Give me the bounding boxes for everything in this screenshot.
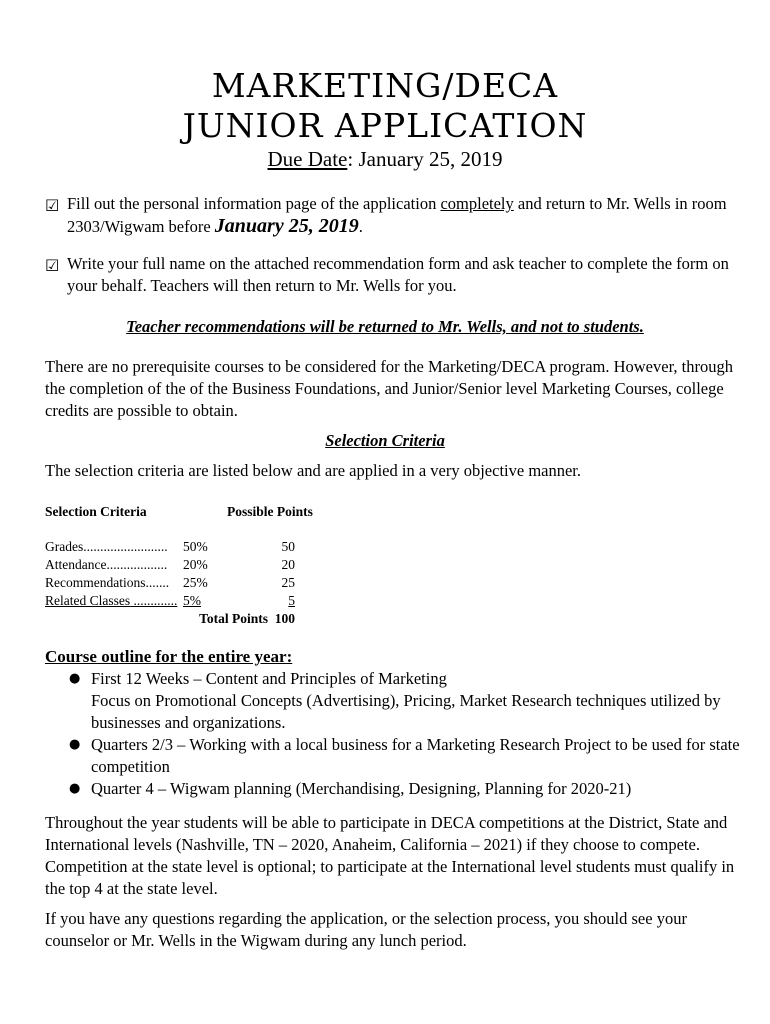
selection-criteria-heading: Selection Criteria [325, 431, 445, 450]
total-points-label: Total Points [199, 611, 268, 626]
list-item-text: Quarter 4 – Wigwam planning (Merchandising, Designing, Planning for 2020-21) [91, 779, 632, 798]
selection-intro: The selection criteria are listed below and are applied in a very objective manner. [45, 461, 582, 480]
due-date-value: January 25, 2019 [358, 147, 503, 171]
criteria-points: 5 [288, 593, 295, 608]
checklist-text: and return to Mr. Wells in room 2303/Wigwam before [67, 194, 727, 236]
list-item-detail: Focus on Promotional Concepts (Advertising), Pricing, Market Research techniques utilized by businesses and organizations. [91, 691, 721, 732]
document-title: MARKETING/DECA [211, 66, 559, 105]
criteria-points: 20 [281, 557, 295, 572]
list-item-text: First 12 Weeks – Content and Principles of Marketing [91, 669, 447, 688]
criteria-percent: 25% [183, 575, 208, 590]
criteria-points: 25 [281, 575, 295, 590]
teacher-note: Teacher recommendations will be returned to Mr. Wells, and not to students. [126, 317, 644, 336]
criteria-percent: 5% [183, 593, 201, 608]
criteria-row [45, 574, 305, 592]
bullet-icon: ● [69, 671, 81, 686]
list-item [45, 778, 745, 800]
checklist-item-personal-info [45, 193, 735, 238]
bullet-icon: ● [69, 737, 81, 752]
checklist-text: Write your full name on the attached recommendation form and ask teacher to complete the form on your behalf. Teachers will then return to Mr. Wells for you. [67, 254, 729, 295]
criteria-name: Grades [45, 539, 84, 554]
bullet-icon: ● [69, 781, 81, 796]
due-date [0, 146, 770, 172]
points-column-header: Possible Points [227, 504, 313, 519]
criteria-row [45, 538, 305, 556]
checklist-underlined: completely [440, 194, 514, 213]
document-subtitle: JUNIOR APPLICATION [182, 106, 588, 145]
checkbox-checked-icon: ☑ [45, 196, 60, 215]
criteria-leader: ....... [145, 575, 170, 590]
checklist-item-recommendation [45, 253, 735, 297]
checklist-text: . [358, 217, 363, 236]
criteria-leader: ......................... [83, 539, 168, 554]
course-outline-list [45, 668, 745, 800]
list-item-text: Quarters 2/3 – Working with a local business for a Marketing Research Project to be used for state competition [91, 735, 740, 776]
questions-paragraph: If you have any questions regarding the application, or the selection process, you should see your counselor or Mr. Wells in the Wigwam during any lunch period. [45, 909, 687, 950]
criteria-name: Related Classes [45, 593, 131, 608]
criteria-percent: 50% [183, 539, 208, 554]
criteria-percent: 20% [183, 557, 208, 572]
criteria-row [45, 592, 305, 610]
criteria-row [45, 556, 305, 574]
criteria-leader: .................. [106, 557, 168, 572]
criteria-name: Attendance [45, 557, 107, 572]
due-date-label: Due Date [267, 147, 348, 171]
criteria-column-header: Selection Criteria [45, 504, 147, 519]
checklist-deadline: January 25, 2019 [214, 215, 359, 237]
competitions-paragraph: Throughout the year students will be able to participate in DECA competitions at the District, State and International levels (Nashville, TN – 2020, Anaheim, California – 2021) if they choose to compete. Competition at the state level is optional; to participate at the International level students must qualify in the top 4 at the state level. [45, 813, 735, 898]
criteria-points: 50 [281, 539, 295, 554]
checklist-text: Fill out the personal information page of the application [67, 194, 441, 213]
list-item [45, 668, 745, 734]
total-points-value: 100 [274, 611, 295, 626]
checkbox-checked-icon: ☑ [45, 256, 60, 275]
criteria-leader: ............. [130, 593, 178, 608]
list-item [45, 734, 745, 778]
course-outline-heading: Course outline for the entire year: [45, 647, 293, 666]
criteria-name: Recommendations [45, 575, 146, 590]
total-points [180, 610, 295, 628]
intro-paragraph: There are no prerequisite courses to be considered for the Marketing/DECA program. However, through the completion of the of the Business Foundations, and Junior/Senior level Marketing Courses, college credits are possible to obtain. [45, 357, 733, 420]
due-date-separator: : [347, 147, 359, 171]
